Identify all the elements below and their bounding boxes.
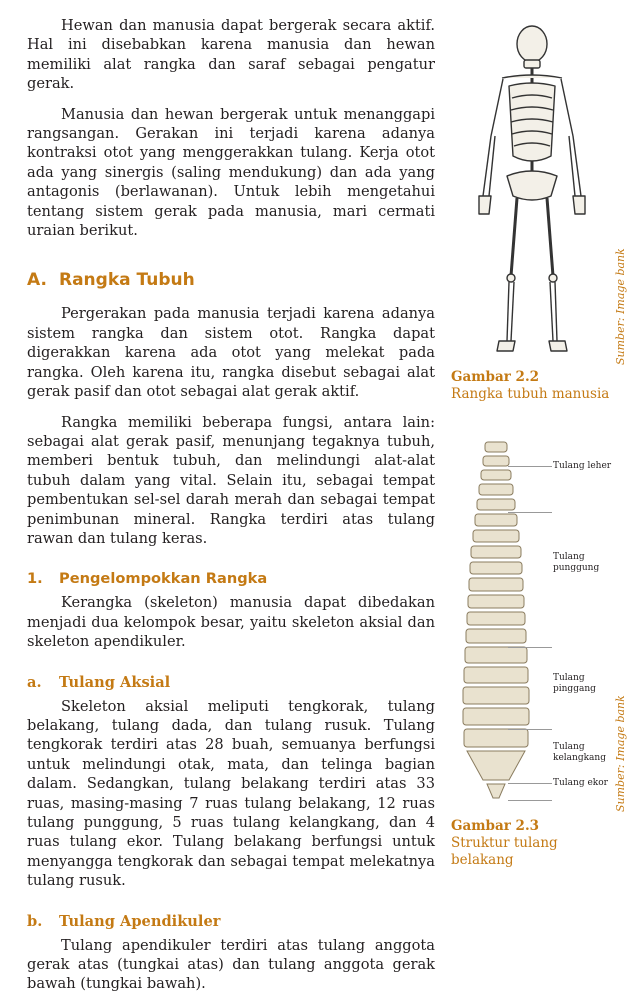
figure-2-2-caption [451, 369, 616, 403]
label-line-bottom [508, 800, 552, 801]
label-line-kelangkang-top [508, 729, 552, 730]
section-a-paragraph-2: Rangka memiliki beberapa fungsi, antara lain: sebagai alat gerak pasif, menunjang tegaknya tubuh, memberi bentuk tubuh, dan melindungi alat-alat tubuh dalam yang vital. Selain itu, sebagai tempat pembentukan sel-sel darah merah dan sebagai tempat penimbunan mineral. Rangka terdiri atas tulang rawan dan tulang keras. [27, 413, 435, 547]
label-tulang-pinggang: Tulang pinggang [553, 673, 596, 694]
label-line-ekor [508, 783, 552, 784]
label-tulang-leher: Tulang leher [553, 461, 612, 471]
label-line-punggung-top [508, 512, 552, 513]
figure-2-3-source: Sumber: Image bank [614, 695, 627, 812]
subsection-b-title: Tulang Apendikuler [59, 912, 221, 930]
section-a-number: A. [27, 270, 47, 291]
figure-2-3-caption [451, 818, 616, 869]
label-line-leher [508, 466, 552, 467]
label-tulang-ekor: Tulang ekor [553, 778, 608, 788]
subsection-a-heading [27, 674, 435, 691]
figure-2-2-source: Sumber: Image bank [614, 248, 627, 365]
label-line-pinggang-top [508, 647, 552, 648]
intro-paragraph-1: Hewan dan manusia dapat bergerak secara aktif. Hal ini disebabkan karena manusia dan hewan memiliki alat rangka dan saraf sebagai pengatur gerak. [27, 17, 435, 93]
subsection-a-paragraph: Skeleton aksial meliputi tengkorak, tulang belakang, tulang dada, dan tulang rusuk. Tulang tengkorak terdiri atas 28 buah, semuanya berfungsi untuk melindungi otak, mata, dan telinga bagian dalam. Sedangkan, tulang belakang terdiri atas 33 ruas, masing-masing 7 ruas tulang belakang, 12 ruas tulang punggung, 5 ruas tulang kelangkang, dan 4 ruas tulang ekor. Tulang belakang berfungsi untuk menyangga tengkorak dan sebagai tempat melekatnya tulang rusuk. [27, 697, 435, 890]
skeleton-illustration [447, 16, 617, 366]
subsection-a-number: a. [27, 673, 42, 691]
subsection-b-paragraph: Tulang apendikuler terdiri atas tulang anggota gerak atas (tungkai atas) dan tulang anggota gerak bawah (tungkai bawah). [27, 936, 435, 993]
subsection-b-number: b. [27, 912, 43, 930]
label-tulang-punggung: Tulang punggung [553, 552, 600, 573]
figure-2-3-label: Gambar 2.3 [451, 818, 540, 834]
subsection-b-heading [27, 913, 435, 930]
skeleton-figure [447, 16, 617, 366]
label-tulang-kelangkang: Tulang kelangkang [553, 742, 606, 763]
section-a-paragraph-1: Pergerakan pada manusia terjadi karena adanya sistem rangka dan sistem otot. Rangka dapat digerakkan karena ada otot yang melekat pada rangka. Oleh karena itu, rangka disebut sebagai alat gerak pasif dan otot sebagai alat gerak aktif. [27, 305, 435, 401]
section-1-title: Pengelompokkan Rangka [59, 570, 268, 588]
section-1-heading [27, 570, 435, 587]
main-text-column [27, 16, 435, 994]
subsection-a-title: Tulang Aksial [59, 673, 171, 691]
figure-2-2-text: Rangka tubuh manusia [451, 386, 610, 402]
section-a-title: Rangka Tubuh [59, 270, 195, 291]
section-a-heading [27, 270, 435, 290]
figure-2-2-label: Gambar 2.2 [451, 369, 540, 385]
section-1-number: 1. [27, 570, 43, 588]
figure-2-3-text: Struktur tulang belakang [451, 835, 558, 868]
spine-illustration [447, 440, 547, 800]
section-1-paragraph: Kerangka (skeleton) manusia dapat dibedakan menjadi dua kelompok besar, yaitu skeleton aksial dan skeleton apendikuler. [27, 594, 435, 651]
intro-paragraph-2: Manusia dan hewan bergerak untuk menanggapi rangsangan. Gerakan ini terjadi karena adanya kontraksi otot yang menggerakkan tulang. Kerja otot ada yang sinergis (saling mendukung) dan ada yang antagonis (berlawanan). Untuk lebih mengetahui tentang sistem gerak pada manusia, mari cermati uraian berikut. [27, 105, 435, 240]
